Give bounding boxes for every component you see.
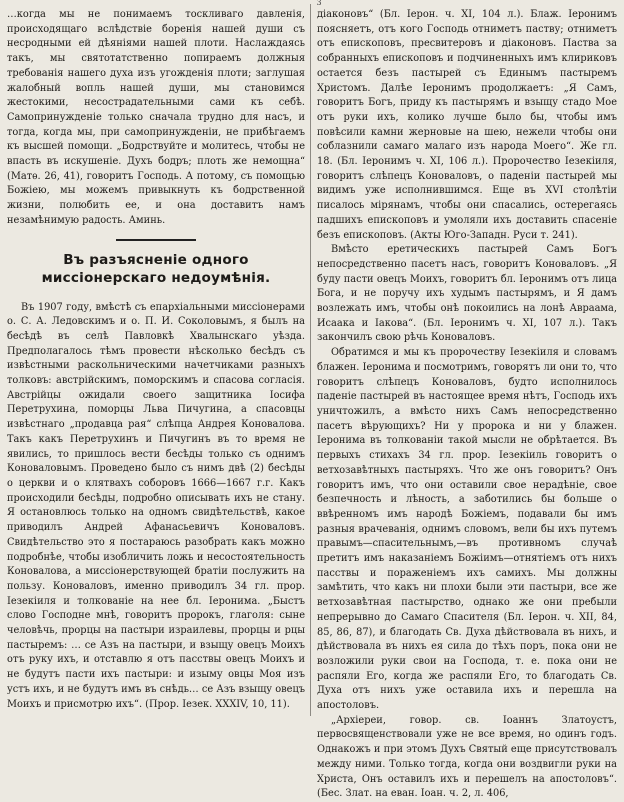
section-divider (116, 239, 196, 241)
left-column (7, 8, 305, 718)
left-paragraph-2: Въ 1907 году, вмѣстѣ съ епархіальными миссіонерами о. С. А. Ледовскимъ и о. П. И. Соколовымъ, я былъ на бесѣдѣ въ селѣ Павловкѣ Хвалынскаго уѣзда. Предполагалось тѣмъ провести нѣсколько бесѣдъ съ извѣстными раскольническими начетчиками разныхъ толковъ: австрійскимъ, поморскимъ и спасова согласія. Австрійцы ожидали своего защитника Іосифа Перетрухина, поморцы Льва Пичугина, а спасовцы извѣстнаго „продавца рая“ слѣпца Андрея Коновалова. Такъ какъ Перетрухинъ и Пичугинъ въ то время не явились, то пришлось вести бесѣды только съ однимъ Коноваловымъ. Проведено было съ нимъ двѣ (2) бесѣды о церкви и о клятвахъ соборовъ 1666—1667 г.г. Какъ происходили бесѣды, подробно описывать ихъ не стану. Я остановлюсь только на одномъ свидѣтельствѣ, какое приводилъ Андрей Афанасьевичъ Коноваловъ. Свидѣтельство это я постараюсь разобрать какъ можно подробнѣе, чтобы изобличить ложь и несостоятельность Коновалова, а миссіонерствующей братіи послужить на пользу. Коноваловъ, именно приводилъ 34 гл. прор. Іезекіиля и толкованіе на нее бл. Іеронима. „Быстъ слово Господне мнѣ, говоритъ пророкъ, глаголя: сыне человѣчь, прорцы на пастыри израилевы, прорцы и рцы пастыремъ: … се Азъ на пастыри, и взыщу овецъ Моихъ отъ руку ихъ, и отставлю я отъ пасствы овецъ Моихъ и не будутъ пасти ихъ пастыри: и изыму овцы Моя изъ устъ ихъ, и не будутъ имъ въ снѣдь… се Азъ взыщу овецъ Моихъ и присмотрю ихъ“. (Прор. Іезек. XXXIV, 10, 11). (7, 301, 305, 710)
left-paragraph-1: …когда мы не понимаемъ тоскливаго давленія, происходящаго вслѣдствіе боренія нашей души съ несродными ей дѣяніями нашей плоти. Наслаждаясь такъ, мы святотатственно попираемъ должныя требованія нашего духа изъ угожденія плоти; заглушая жалобный вопль нашей души, мы становимся жестокими, несострадательными сами къ себѣ. Самопринужденіе только сначала трудно для насъ, и тогда, когда мы, при самопринужденіи, не прибѣгаемъ къ высшей помощи. „Бодрствуйте и молитесь, чтобы не впасть въ искушеніе. Духъ бодръ; плоть же немощна“ (Матѳ. 26, 41), говоритъ Господь. А потому, съ помощью Божіею, мы можемъ привыкнуть къ бодрственной жизни, полюбить ее, и она доставитъ намъ незамѣнимую радость. Аминь. (7, 9, 305, 226)
right-paragraph-1: діаконовъ“ (Бл. Іерон. ч. XI, 104 л.). Блаж. Іеронимъ поясняетъ, отъ кого Господь отниметъ паству; отниметъ отъ епископовъ, пресвитеровъ и діаконовъ. Паства за собранныхъ епископовъ и подчиненныхъ имъ клириковъ остается безъ пастырей съ Единымъ пастыремъ Христомъ. Далѣе Іеронимъ продолжаетъ: „Я Самъ, говоритъ Богъ, приду къ пастырямъ и взыщу стадо Мое отъ руки ихъ, колико лучше было бы, чтобы имъ повѣсили камни жерновые на шею, нежели чтобы они соблазнили самаго малаго изъ народа Моего“. Же гл. 18. (Бл. Іеронимъ ч. XI, 106 л.). Пророчество Іезекіиля, говоритъ слѣпецъ Коноваловъ, о паденіи пастырей мы видимъ уже исполнившимся. Еще въ XVI столѣтіи писалось мірянамъ, чтобы они спасались, остерегаясь падшихъ епископовъ и умоляли ихъ доставить спасеніе безъ епископовъ. (Акты Юго-Западн. Руси т. 241). (317, 9, 617, 241)
right-paragraph-4: „Архіереи, говор. св. Іоаннъ Златоустъ, первосвященствовали уже не все время, но одинъ годъ. Однакожъ и при этомъ Духъ Святый еще присутствовалъ между ними. Только тогда, когда они воздвигли руки на Христа, Онъ оставилъ ихъ и перешелъ на апостоловъ“. (Бес. Злат. на еван. Іоан. ч. 2, л. 406, (317, 714, 617, 800)
column-rule (310, 4, 311, 716)
right-paragraph-3: Обратимся и мы къ пророчеству Іезекіиля и словамъ блажен. Іеронима и посмотримъ, говорятъ ли они то, что говоритъ слѣпецъ Коноваловъ, будто исполнилось паденіе пастырей въ настоящее время нѣтъ, Господь ихъ уничтожилъ, а вмѣсто нихъ Самъ непосредственно пасетъ вѣрующихъ? Ни у пророка и ни у блажен. Іеронима въ толкованіи такой мысли не обрѣтается. Въ первыхъ стихахъ 34 гл. прор. Іезекіиль говоритъ о ветхозавѣтныхъ пастыряхъ. Что же онъ говоритъ? Онъ говоритъ имъ, что они оставили свое нерадѣніе, свое безпечность и лѣность, а заботились бы больше о ввѣренномъ имъ народѣ Божіемъ, подавали бы имъ разныя врачеванія, однимъ словомъ, вели бы ихъ путемъ правымъ—спасительнымъ,—въ противномъ случаѣ претитъ имъ наказаніемъ Божіимъ—отнятіемъ отъ нихъ пасствы и пораженіемъ ихъ самихъ. Мы должны замѣтить, что какъ ни плохи были эти пастыри, все же ветхозавѣтная пастырство, однако же они пребыли непрерывно до Самаго Спасителя (Бл. Іерон. ч. XII, 84, 85, 86, 87), и благодать Св. Духа дѣйствовала въ нихъ, и дѣйствовала въ нихъ ея сила до тѣхъ поръ, пока они не возложили руки свои на Господа, т. е. пока они не распяли Его, когда же распяли Его, то благодать Св. Духа отъ нихъ уже оставила ихъ и перешла на апостоловъ. (317, 347, 617, 712)
right-column (317, 8, 617, 800)
article-title: Въ разъясненіе одного миссіонерскаго недоумѣнія. (41, 251, 271, 286)
right-paragraph-2: Вмѣсто еретическихъ пастырей Самъ Богъ непосредственно пасетъ насъ, говоритъ Коноваловъ. „Я буду пасти овецъ Моихъ, говоритъ бл. Іеронимъ отъ лица Бога, и не поручу ихъ худымъ пастырямъ, и Я дамъ возлежать имъ, чтобы онѣ покоились на лонѣ Авраама, Исаака и Іакова“. (Бл. Іеронимъ ч. XI, 107 л.). Такъ закончилъ свою рѣчь Коноваловъ. (317, 244, 617, 344)
page-number: 3 (316, 0, 322, 7)
